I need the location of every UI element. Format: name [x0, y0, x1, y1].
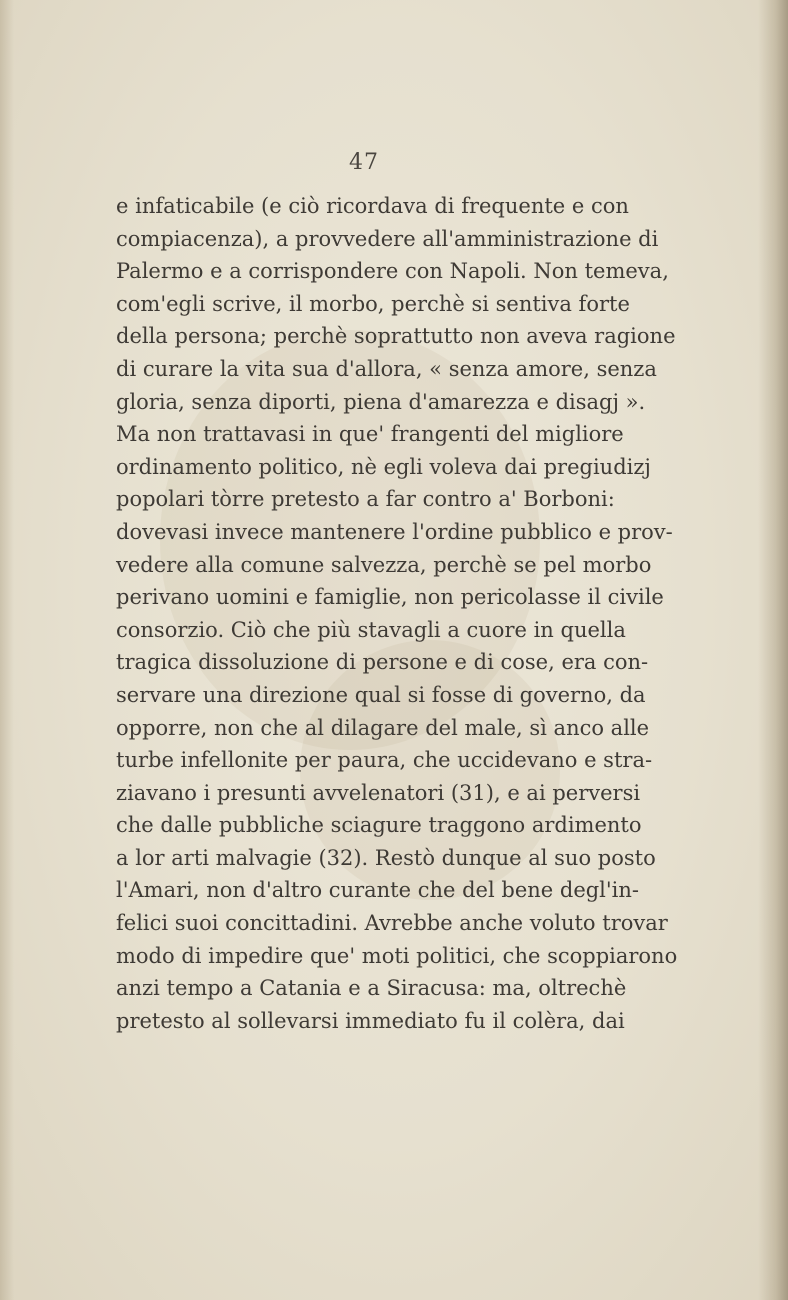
body-text	[116, 190, 678, 1037]
text-line: modo di impedire que' moti politici, che scoppiarono	[116, 943, 678, 968]
text-line: l'Amari, non d'altro curante che del bene degl'in-	[116, 878, 640, 903]
text-line: e infaticabile (e ciò ricordava di frequente e con	[116, 194, 629, 218]
text-line: consorzio. Ciò che più stavagli a cuore in quella	[116, 617, 626, 642]
page-number: 47	[349, 150, 379, 175]
text-line: a lor arti malvagie (32). Restò dunque al suo posto	[116, 845, 656, 870]
page-right-edge	[758, 0, 788, 1300]
text-line: turbe infellonite per paura, che uccidevano e stra-	[116, 748, 653, 773]
text-line: compiacenza), a provvedere all'amministrazione di	[116, 226, 659, 251]
text-line: Palermo e a corrispondere con Napoli. Non temeva,	[116, 259, 669, 284]
page-left-edge	[0, 0, 14, 1300]
text-line: tragica dissoluzione di persone e di cose, era con-	[116, 650, 649, 675]
text-line: ordinamento politico, nè egli voleva dai pregiudizj	[116, 454, 651, 479]
text-line: dovevasi invece mantenere l'ordine pubblico e prov-	[116, 519, 673, 544]
text-line: popolari tòrre pretesto a far contro a' Borboni:	[116, 487, 615, 512]
text-line: com'egli scrive, il morbo, perchè si sentiva forte	[116, 291, 630, 316]
text-line: Ma non trattavasi in que' frangenti del migliore	[116, 422, 624, 447]
text-line: vedere alla comune salvezza, perchè se pel morbo	[116, 552, 652, 577]
text-line: pretesto al sollevarsi immediato fu il colèra, dai	[116, 1008, 625, 1033]
text-line: anzi tempo a Catania e a Siracusa: ma, oltrechè	[116, 976, 627, 1001]
text-line: servare una direzione qual si fosse di governo, da	[116, 682, 646, 707]
text-line: gloria, senza diporti, piena d'amarezza e disagj ».	[116, 389, 646, 414]
text-line: che dalle pubbliche sciagure traggono ardimento	[116, 813, 642, 838]
text-line: di curare la vita sua d'allora, « senza amore, senza	[116, 356, 657, 381]
text-line: ziavano i presunti avvelenatori (31), e ai perversi	[116, 780, 641, 805]
text-line: felici suoi concittadini. Avrebbe anche voluto trovar	[116, 911, 668, 936]
text-line: opporre, non che al dilagare del male, sì anco alle	[116, 715, 650, 740]
text-line: perivano uomini e famiglie, non pericolasse il civile	[116, 585, 664, 610]
text-line: della persona; perchè soprattutto non aveva ragione	[116, 324, 676, 349]
